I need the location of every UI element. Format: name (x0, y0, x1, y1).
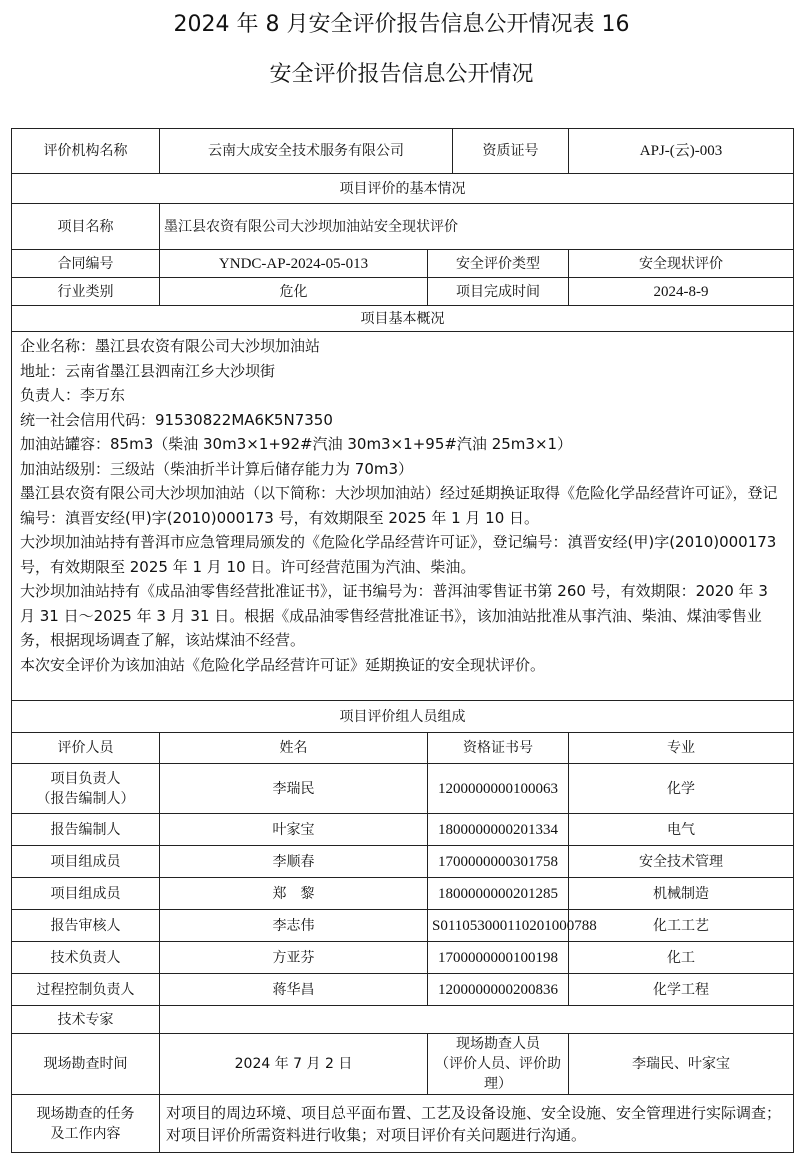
team-role: 技术负责人 (12, 942, 160, 974)
team-major: 化工工艺 (569, 910, 794, 942)
team-role: 项目组成员 (12, 846, 160, 878)
org-label: 评价机构名称 (12, 129, 160, 174)
team-cert: 1200000000200836 (428, 974, 569, 1006)
task-label (12, 1095, 160, 1153)
table-row (12, 846, 794, 878)
task-label-line: 现场勘查的任务 (36, 1105, 135, 1122)
team-major: 化学工程 (569, 974, 794, 1006)
team-major: 化工 (569, 942, 794, 974)
contract-label: 合同编号 (12, 250, 160, 278)
team-major: 安全技术管理 (569, 846, 794, 878)
team-role (12, 764, 160, 814)
team-major: 化学 (569, 764, 794, 814)
team-role-line: 项目负责人 (50, 770, 121, 787)
contract-value: YNDC-AP-2024-05-013 (160, 250, 428, 278)
cert-value: APJ-(云)-003 (569, 129, 794, 174)
team-role: 报告编制人 (12, 814, 160, 846)
overview-paragraph: 大沙坝加油站持有《成品油零售经营批准证书》，证书编号为：普洱油零售证书第 260 号，有效期限：2020 年 3 月 31 日～2025 年 3 月 31 日。根据《成品油零售经营批准证书》，该加油站批准从事汽油、柴油、煤油零售业务，根据现场调查了解，该站煤油不经营。 (20, 582, 768, 649)
team-cert: S011053000110201000788 (428, 910, 569, 942)
survey-people-label-line: （评价人员、评价助理） (435, 1056, 561, 1092)
team-cert: 1700000000301758 (428, 846, 569, 878)
survey-time-label: 现场勘查时间 (12, 1034, 160, 1095)
finish-time-value: 2024-8-9 (569, 278, 794, 306)
team-header-name: 姓名 (160, 733, 428, 764)
team-cert: 1800000000201334 (428, 814, 569, 846)
table-row (12, 974, 794, 1006)
eval-type-label: 安全评价类型 (428, 250, 569, 278)
overview-paragraph: 墨江县农资有限公司大沙坝加油站（以下简称：大沙坝加油站）经过延期换证取得《危险化学品经营许可证》，登记编号：滇晋安经(甲)字(2010)000173 号，有效期限至 2025 年 1 月 10 日。 (20, 484, 778, 527)
team-name: 叶家宝 (160, 814, 428, 846)
survey-people-label-line: 现场勘查人员 (456, 1036, 540, 1052)
project-name-label: 项目名称 (12, 204, 160, 250)
team-role: 报告审核人 (12, 910, 160, 942)
overview-paragraph: 加油站级别：三级站（柴油折半计算后储存能力为 70m3） (20, 459, 414, 478)
team-name: 郑 黎 (160, 878, 428, 910)
cert-label: 资质证号 (453, 129, 569, 174)
team-cert: 1700000000100198 (428, 942, 569, 974)
team-name: 李顺春 (160, 846, 428, 878)
finish-time-label: 项目完成时间 (428, 278, 569, 306)
team-header-role: 评价人员 (12, 733, 160, 764)
team-role: 项目组成员 (12, 878, 160, 910)
team-role: 过程控制负责人 (12, 974, 160, 1006)
overview-section-heading: 项目基本概况 (12, 306, 794, 332)
team-section-heading: 项目评价组人员组成 (12, 701, 794, 733)
org-value: 云南大成安全技术服务有限公司 (160, 129, 453, 174)
overview-paragraph: 企业名称：墨江县农资有限公司大沙坝加油站 (20, 337, 321, 355)
industry-label: 行业类别 (12, 278, 160, 306)
table-row (12, 910, 794, 942)
info-table (11, 128, 794, 1153)
team-header-cert: 资格证书号 (428, 733, 569, 764)
table-row (12, 764, 794, 814)
overview-paragraph: 大沙坝加油站持有普洱市应急管理局颁发的《危险化学品经营许可证》，登记编号：滇晋安经(甲)字(2010)000173 号，有效期限至 2025 年 1 月 10 日。许可经营范围为汽油、柴油。 (20, 533, 777, 576)
basic-section-heading: 项目评价的基本情况 (12, 174, 794, 204)
team-major: 电气 (569, 814, 794, 846)
survey-people-value: 李瑞民、叶家宝 (569, 1034, 794, 1095)
table-row (12, 942, 794, 974)
team-cert: 1200000000100063 (428, 764, 569, 814)
overview-paragraph: 统一社会信用代码：91530822MA6K5N7350 (20, 410, 333, 429)
team-name: 方亚芬 (160, 942, 428, 974)
survey-people-label (428, 1034, 569, 1095)
overview-paragraph: 本次安全评价为该加油站《危险化学品经营许可证》延期换证的安全现状评价。 (20, 655, 546, 674)
task-label-line: 及工作内容 (50, 1125, 121, 1142)
team-cert: 1800000000201285 (428, 878, 569, 910)
overview-paragraph: 地址：云南省墨江县泗南江乡大沙坝街 (20, 361, 276, 380)
project-name-value: 墨江县农资有限公司大沙坝加油站安全现状评价 (160, 204, 794, 250)
table-row (12, 814, 794, 846)
table-row (12, 878, 794, 910)
team-name: 蒋华昌 (160, 974, 428, 1006)
overview-text (12, 332, 794, 701)
page-subtitle: 安全评价报告信息公开情况 (269, 62, 534, 87)
team-name: 李志伟 (160, 910, 428, 942)
expert-label: 技术专家 (12, 1006, 160, 1034)
overview-paragraph: 负责人：李万东 (20, 386, 126, 404)
page-title: 2024 年 8 月安全评价报告信息公开情况表 16 (173, 12, 630, 37)
team-header-major: 专业 (569, 733, 794, 764)
task-value: 对项目的周边环境、项目总平面布置、工艺及设备设施、安全设施、安全管理进行实际调查；对项目评价所需资料进行收集；对项目评价有关问题进行沟通。 (160, 1095, 794, 1153)
eval-type-value: 安全现状评价 (569, 250, 794, 278)
expert-value (160, 1006, 794, 1034)
industry-value: 危化 (160, 278, 428, 306)
team-name: 李瑞民 (160, 764, 428, 814)
overview-paragraph: 加油站罐容：85m3（柴油 30m3×1+92#汽油 30m3×1+95#汽油 25m3×1） (20, 435, 573, 453)
team-role-line: （报告编制人） (36, 790, 135, 807)
survey-time-value: 2024 年 7 月 2 日 (160, 1034, 428, 1095)
team-major: 机械制造 (569, 878, 794, 910)
